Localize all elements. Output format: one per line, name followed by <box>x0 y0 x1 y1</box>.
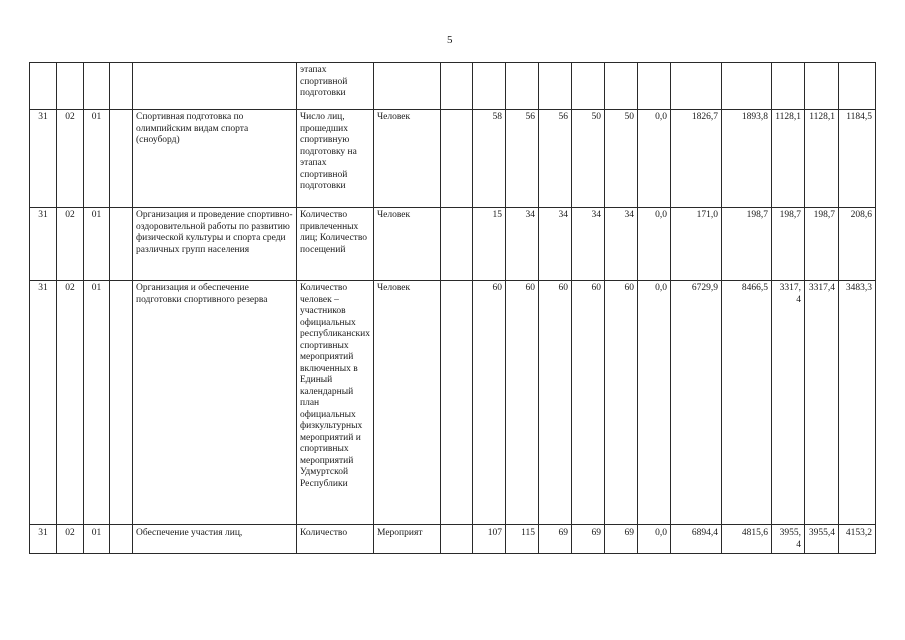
value-cell: 34 <box>605 208 638 281</box>
cell-empty <box>441 208 473 281</box>
code-cell: 02 <box>57 525 84 554</box>
value-cell: 4815,6 <box>722 525 772 554</box>
code-cell: 01 <box>84 525 110 554</box>
unit-cell: Человек <box>374 281 441 525</box>
indicator-cell: Количество <box>297 525 374 554</box>
value-cell: 0,0 <box>638 281 671 525</box>
page-number: 5 <box>447 34 453 46</box>
cell-empty <box>473 63 506 110</box>
value-cell: 69 <box>572 525 605 554</box>
code-cell: 01 <box>84 110 110 208</box>
value-cell: 60 <box>572 281 605 525</box>
value-cell: 3317,4 <box>772 281 805 525</box>
service-name-cell: Организация и проведение спортивно-оздоровительной работы по развитию физической культуры и спорта среди различных групп населения <box>133 208 297 281</box>
value-cell: 3955,4 <box>805 525 839 554</box>
cell-empty <box>772 63 805 110</box>
code-cell: 31 <box>30 525 57 554</box>
value-cell: 4153,2 <box>839 525 876 554</box>
cell-empty <box>839 63 876 110</box>
table-row <box>30 525 876 554</box>
value-cell: 208,6 <box>839 208 876 281</box>
code-cell: 02 <box>57 110 84 208</box>
cell-empty <box>539 63 572 110</box>
budget-table <box>29 62 876 554</box>
table-row <box>30 281 876 525</box>
cell-empty <box>30 63 57 110</box>
cell-empty <box>638 63 671 110</box>
value-cell: 50 <box>605 110 638 208</box>
value-cell: 1128,1 <box>772 110 805 208</box>
cell-empty <box>133 63 297 110</box>
service-name-cell: Спортивная подготовка по олимпийским видам спорта (сноуборд) <box>133 110 297 208</box>
cell-empty <box>374 63 441 110</box>
value-cell: 6729,9 <box>671 281 722 525</box>
unit-cell: Человек <box>374 208 441 281</box>
indicator-cell: Число лиц, прошедших спортивную подготовку на этапах спортивной подготовки <box>297 110 374 208</box>
value-cell: 56 <box>506 110 539 208</box>
code-cell: 02 <box>57 208 84 281</box>
code-cell <box>110 525 133 554</box>
value-cell: 171,0 <box>671 208 722 281</box>
code-cell: 31 <box>30 281 57 525</box>
code-cell: 01 <box>84 281 110 525</box>
value-cell: 198,7 <box>772 208 805 281</box>
value-cell: 0,0 <box>638 208 671 281</box>
value-cell: 15 <box>473 208 506 281</box>
value-cell: 8466,5 <box>722 281 772 525</box>
value-cell: 0,0 <box>638 525 671 554</box>
indicator-cell: Количество привлеченных лиц; Количество посещений <box>297 208 374 281</box>
value-cell: 58 <box>473 110 506 208</box>
value-cell: 1128,1 <box>805 110 839 208</box>
value-cell: 60 <box>506 281 539 525</box>
value-cell: 3955,4 <box>772 525 805 554</box>
value-cell: 34 <box>506 208 539 281</box>
value-cell: 1826,7 <box>671 110 722 208</box>
value-cell: 3483,3 <box>839 281 876 525</box>
value-cell: 69 <box>539 525 572 554</box>
value-cell: 6894,4 <box>671 525 722 554</box>
cell-empty <box>441 281 473 525</box>
value-cell: 115 <box>506 525 539 554</box>
value-cell: 0,0 <box>638 110 671 208</box>
value-cell: 34 <box>572 208 605 281</box>
cell-empty <box>84 63 110 110</box>
cell-empty <box>57 63 84 110</box>
value-cell: 1893,8 <box>722 110 772 208</box>
value-cell: 56 <box>539 110 572 208</box>
cell-empty <box>805 63 839 110</box>
cell-empty <box>441 63 473 110</box>
code-cell <box>110 281 133 525</box>
cell-empty <box>572 63 605 110</box>
value-cell: 50 <box>572 110 605 208</box>
table-row-continuation <box>30 63 876 110</box>
value-cell: 1184,5 <box>839 110 876 208</box>
service-name-cell: Обеспечение участия лиц, <box>133 525 297 554</box>
code-cell: 01 <box>84 208 110 281</box>
value-cell: 3317,4 <box>805 281 839 525</box>
table-row <box>30 208 876 281</box>
value-cell: 60 <box>539 281 572 525</box>
code-cell: 02 <box>57 281 84 525</box>
cell-empty <box>110 63 133 110</box>
code-cell: 31 <box>30 208 57 281</box>
value-cell: 60 <box>473 281 506 525</box>
cell-empty <box>722 63 772 110</box>
indicator-cell: Количество человек – участников официальных республиканских спортивных мероприятий включенных в Единый календарный план официальных физкультурных мероприятий и спортивных мероприятий Удмуртской Республики <box>297 281 374 525</box>
value-cell: 198,7 <box>722 208 772 281</box>
code-cell <box>110 110 133 208</box>
table-row <box>30 110 876 208</box>
value-cell: 198,7 <box>805 208 839 281</box>
value-cell: 107 <box>473 525 506 554</box>
value-cell: 60 <box>605 281 638 525</box>
code-cell <box>110 208 133 281</box>
cell-empty <box>441 110 473 208</box>
unit-cell: Мероприят <box>374 525 441 554</box>
cell-empty <box>441 525 473 554</box>
value-cell: 34 <box>539 208 572 281</box>
service-name-cell: Организация и обеспечение подготовки спортивного резерва <box>133 281 297 525</box>
code-cell: 31 <box>30 110 57 208</box>
cell-empty <box>671 63 722 110</box>
unit-cell: Человек <box>374 110 441 208</box>
value-cell: 69 <box>605 525 638 554</box>
cell-empty <box>506 63 539 110</box>
cell-empty <box>605 63 638 110</box>
indicator-cell: этапах спортивной подготовки <box>297 63 374 110</box>
